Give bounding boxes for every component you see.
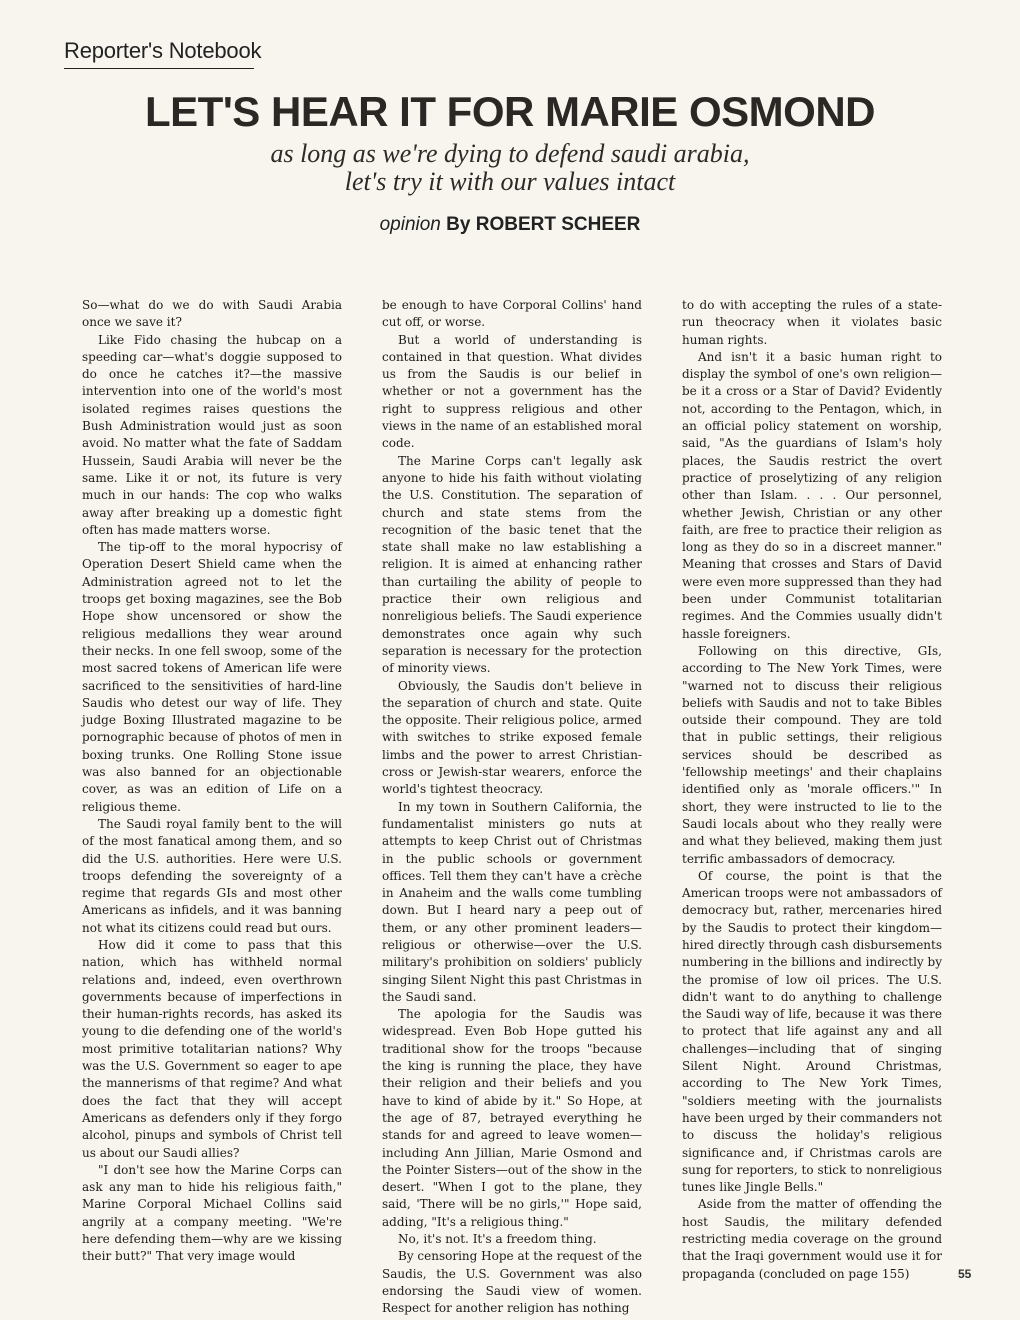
section-label: Reporter's Notebook: [64, 38, 262, 63]
paragraph: Following on this directive, GIs, according to The New York Times, were "warned not to discuss their religious beliefs with Saudis and not to take Bibles outside their compound. They are told that in public settings, their religious services should be described as 'fellowship meetings' and their chaplains identified only as 'morale officers.'" In short, they were instructed to lie to the Saudi locals about who they really were and what they believed, making them just terrific ambassadors of democracy.: [682, 643, 942, 866]
dek: [0, 140, 1020, 196]
column-2: [382, 297, 642, 1318]
paragraph: Of course, the point is that the American troops were not ambassadors of democracy but, rather, mercenaries hired by the Saudis to protect their kingdom—hired directly through cash disbursements numbering in the billions and indirectly by the promise of low oil prices. The U.S. didn't want to do anything to challenge the Saudi way of life, because it was there to protect that life against any and all challenges—including that of singing Silent Night. Around Christmas, according to The New York Times, "soldiers meeting with the journalists have been urged by their commanders not to discuss the holiday's religious significance and, if Christmas carols are sung for reporters, to stick to nonreligious tunes like Jingle Bells.": [682, 868, 942, 1195]
paragraph: Obviously, the Saudis don't believe in the separation of church and state. Quite the opposite. Their religious police, armed with switches to strike exposed female limbs and the power to arrest Christian-cross or Jewish-star wearers, enforce the world's tightest theocracy.: [382, 678, 642, 797]
dek-line-1: as long as we're dying to defend saudi arabia,: [270, 139, 750, 168]
paragraph: be enough to have Corporal Collins' hand cut off, or worse.: [382, 298, 642, 330]
paragraph: Aside from the matter of offending the host Saudis, the military defended restricting media coverage on the ground that the Iraqi government would use it for propaganda (concluded on page 155): [682, 1197, 942, 1281]
paragraph: The Marine Corps can't legally ask anyone to hide his faith without violating the U.S. Constitution. The separation of church and state stems from the recognition of the basic tenet that the state shall make no law establishing a religion. It is aimed at enhancing rather than curtailing the ability of people to practice their own religious and nonreligious beliefs. The Saudi experience demonstrates once again why such separation is necessary for the protection of minority views.: [382, 453, 642, 676]
paragraph: By censoring Hope at the request of the Saudis, the U.S. Government was also endorsing the Saudi view of women. Respect for another religion has nothing: [382, 1249, 642, 1316]
section-rule: [64, 68, 254, 69]
paragraph: No, it's not. It's a freedom thing.: [398, 1232, 597, 1247]
paragraph: But a world of understanding is contained in that question. What divides us from the Saudis is our belief in whether or not a government has the right to suppress religious and other views in the name of an established moral code.: [382, 332, 642, 451]
paragraph: How did it come to pass that this nation, which has withheld normal relations and, indeed, even overthrown governments because of imperfections in their human-rights records, has asked its young to die defending one of the world's most primitive totalitarian nations? Why was the U.S. Government so eager to ape the mannerisms of that regime? And what does the fact that they will accept Americans as defenders only if they forgo alcohol, pinups and symbols of Christ tell us about our Saudi allies?: [82, 937, 342, 1160]
column-1: [82, 297, 342, 1318]
column-3: [682, 297, 942, 1318]
paragraph: The Saudi royal family bent to the will of the most fanatical among them, and so did the U.S. authorities. Here were U.S. troops defending the sovereignty of a regime that regards GIs and most other Americans as infidels, and it was banning not what its citizens could read but ours.: [82, 816, 342, 935]
headline: LET'S HEAR IT FOR MARIE OSMOND: [145, 88, 875, 135]
paragraph: to do with accepting the rules of a state-run theocracy when it violates basic human rights.: [682, 298, 942, 347]
paragraph: The apologia for the Saudis was widespread. Even Bob Hope gutted his traditional show for the troops "because the king is running the place, they have their religion and their beliefs and you have to kind of abide by it." So Hope, at the age of 87, betrayed everything he stands for and agreed to leave women—including Ann Jillian, Marie Osmond and the Pointer Sisters—out of the show in the desert. "When I got to the plane, they said, 'There will be no girls,'" Hope said, adding, "It's a religious thing.": [382, 1007, 642, 1229]
dek-line-2: let's try it with our values intact: [344, 167, 676, 196]
paragraph: "I don't see how the Marine Corps can ask any man to hide his religious faith," Marine Corporal Michael Collins said angrily at a company meeting. "We're here defending them—why are we kissing their butt?" That very image would: [82, 1162, 342, 1264]
paragraph: So—what do we do with Saudi Arabia once we save it?: [82, 298, 342, 330]
article-body: [82, 297, 942, 1318]
paragraph: Like Fido chasing the hubcap on a speeding car—what's doggie supposed to do once he catches it?—the massive intervention into one of the world's most isolated regimes raises questions the Bush Administration would just as soon avoid. No matter what the fate of Saddam Hussein, Saudi Arabia will never be the same. Like it or not, its future is very much in our hands: The cop who walks away after breaking up a domestic fight often has made matters worse.: [82, 332, 342, 537]
paragraph: And isn't it a basic human right to display the symbol of one's own religion—be it a cross or a Star of David? Evidently not, according to the Pentagon, which, in an official policy statement on worship, said, "As the guardians of Islam's holy places, the Saudis restrict the overt practice of proselytizing of any religion other than Islam. . . . Our personnel, whether Jewish, Christian or any other faith, are free to practice their religion as long as they do so in a discreet manner." Meaning that crosses and Stars of David were even more suppressed than they had been under Communist totalitarian regimes. And the Commies usually didn't hassle foreigners.: [682, 349, 942, 641]
paragraph: In my town in Southern California, the fundamentalist ministers go nuts at attempts to keep Christ out of Christmas in the public schools or government offices. Tell them they can't have a crèche in Anaheim and the walls come tumbling down. But I heard nary a peep out of them, or any other prominent leaders—religious or otherwise—over the U.S. military's prohibition on soldiers' publicly singing Silent Night this past Christmas in the Saudi sand.: [382, 799, 642, 1004]
byline: [0, 214, 1020, 236]
byline-author: By ROBERT SCHEER: [446, 214, 641, 235]
byline-kicker: opinion: [379, 214, 441, 235]
page-number: 55: [958, 1267, 972, 1281]
paragraph: The tip-off to the moral hypocrisy of Operation Desert Shield came when the Administration agreed not to let the troops get boxing magazines, see the Bob Hope show uncensored or show the religious medallions they wear around their necks. In one fell swoop, some of the most sacred tokens of American life were sacrificed to the sensitivities of hard-line Saudis who detest our way of life. They judge Boxing Illustrated magazine to be pornographic because of photos of men in boxing trunks. One Rolling Stone issue was also banned for an objectionable cover, as was an edition of Life on a religious theme.: [82, 540, 342, 814]
